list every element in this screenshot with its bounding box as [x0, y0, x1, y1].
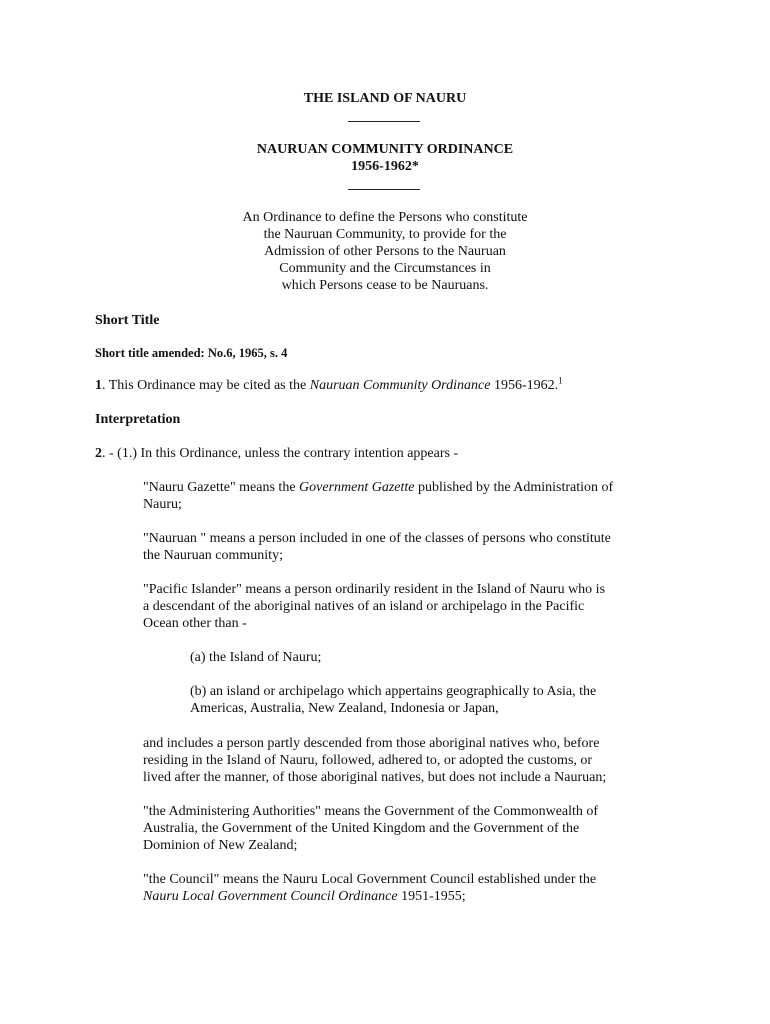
title-rule-1	[348, 121, 420, 122]
definition-text: Ocean other than -	[143, 616, 247, 631]
section-2-intro	[95, 445, 458, 462]
long-title-line: which Persons cease to be Nauruans.	[281, 278, 489, 293]
list-item-b	[190, 683, 596, 717]
title-rule-2	[348, 189, 420, 190]
definition-text: "Nauru Gazette" means the	[143, 480, 300, 495]
long-title	[0, 209, 770, 294]
definition-text: 1951-1955;	[397, 889, 466, 904]
ordinance-title: NAURUAN COMMUNITY ORDINANCE	[256, 142, 514, 157]
definition-text: "the Administering Authorities" means the Government of the Commonwealth of	[143, 804, 599, 819]
ordinance-years: 1956-1962*	[351, 159, 419, 174]
definition-text: published by the Administration of	[414, 480, 614, 495]
definition-text: "Pacific Islander" means a person ordinarily resident in the Island of Nauru who is	[143, 582, 606, 597]
definition-text: "Nauruan " means a person included in one of the classes of persons who constitute	[143, 531, 611, 546]
long-title-line: Admission of other Persons to the Nauruan	[264, 244, 506, 259]
section-number: 1	[95, 378, 102, 393]
definition-text: lived after the manner, of those aboriginal natives, but does not include a Nauruan;	[143, 770, 607, 785]
definition-nauruan	[143, 530, 611, 564]
definition-the-council	[143, 871, 596, 905]
long-title-line: An Ordinance to define the Persons who constitute	[242, 210, 528, 225]
section-1-text-before: . This Ordinance may be cited as the	[102, 378, 310, 393]
definition-text: residing in the Island of Nauru, followed, adhered to, or adopted the customs, or	[143, 753, 593, 768]
definition-text: a descendant of the aboriginal natives of an island or archipelago in the Pacific	[143, 599, 585, 614]
definition-text: Nauru;	[143, 497, 182, 512]
definition-administering-authorities	[143, 803, 598, 854]
section-heading-short-title: Short Title	[95, 313, 160, 328]
definition-text: the Nauruan community;	[143, 548, 283, 563]
country-title: THE ISLAND OF NAURU	[303, 91, 467, 106]
section-1-text-after: 1956-1962.	[490, 378, 559, 393]
long-title-line: Community and the Circumstances in	[279, 261, 491, 276]
amendment-note: Short title amended: No.6, 1965, s. 4	[95, 346, 288, 360]
section-heading-interpretation: Interpretation	[95, 412, 181, 427]
section-2-intro-text: . - (1.) In this Ordinance, unless the contrary intention appears -	[102, 446, 459, 461]
definition-text: and includes a person partly descended from those aboriginal natives who, before	[143, 736, 600, 751]
definition-italic-term: Nauru Local Government Council Ordinance	[143, 889, 398, 904]
footnote-ref[interactable]: 1	[558, 375, 563, 386]
definition-nauru-gazette	[143, 479, 613, 513]
list-item-a: (a) the Island of Nauru;	[190, 650, 322, 665]
section-1-text	[95, 377, 563, 394]
definition-text: Australia, the Government of the United Kingdom and the Government of the	[143, 821, 580, 836]
definition-includes-clause	[143, 735, 606, 786]
definition-pacific-islander	[143, 581, 605, 632]
definition-text: "the Council" means the Nauru Local Government Council established under the	[143, 872, 597, 887]
definition-text: Dominion of New Zealand;	[143, 838, 298, 853]
section-number: 2	[95, 446, 102, 461]
definition-italic-term: Government Gazette	[299, 480, 415, 495]
cited-ordinance-name: Nauruan Community Ordinance	[309, 378, 491, 393]
long-title-line: the Nauruan Community, to provide for the	[263, 227, 507, 242]
list-item-text: (b) an island or archipelago which appertains geographically to Asia, the	[190, 684, 597, 699]
list-item-text: Americas, Australia, New Zealand, Indonesia or Japan,	[190, 701, 499, 716]
